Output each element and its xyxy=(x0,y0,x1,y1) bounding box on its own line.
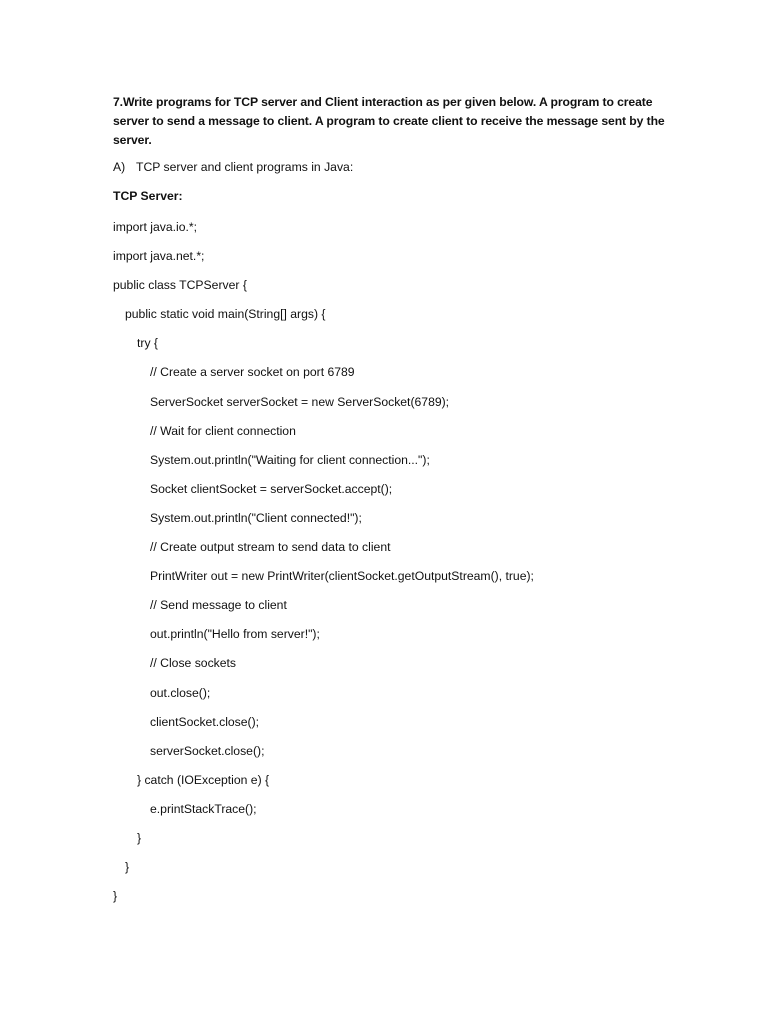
question-heading xyxy=(113,93,673,150)
code-line: out.close(); xyxy=(150,685,211,700)
question-text: 7.Write programs for TCP server and Client interaction as per given below. A program to create server to send a message to client. A program to create client to receive the message sent by the server. xyxy=(113,95,665,147)
code-line: out.println("Hello from server!"); xyxy=(150,627,320,642)
code-line: import java.net.*; xyxy=(113,249,205,264)
section-title: TCP Server: xyxy=(113,189,183,203)
code-line: } xyxy=(137,830,142,845)
code-line: import java.io.*; xyxy=(113,220,197,234)
code-line: // Close sockets xyxy=(150,656,237,671)
code-line: clientSocket.close(); xyxy=(150,714,260,729)
code-line: serverSocket.close(); xyxy=(150,743,265,758)
code-line: ServerSocket serverSocket = new ServerSocket(6789); xyxy=(150,394,450,409)
code-line: // Send message to client xyxy=(150,598,287,613)
code-line: public static void main(String[] args) { xyxy=(125,307,326,322)
code-line: // Wait for client connection xyxy=(150,423,296,438)
code-line: PrintWriter out = new PrintWriter(clientSocket.getOutputStream(), true); xyxy=(150,569,534,584)
code-line: try { xyxy=(137,336,158,351)
code-line: Socket clientSocket = serverSocket.accept(); xyxy=(150,481,393,496)
answer-intro xyxy=(113,160,353,174)
code-line: } catch (IOException e) { xyxy=(137,772,270,787)
code-line: System.out.println("Waiting for client connection..."); xyxy=(150,452,430,467)
code-line: e.printStackTrace(); xyxy=(150,801,257,816)
code-line: // Create a server socket on port 6789 xyxy=(150,365,355,380)
answer-marker: A) xyxy=(113,160,126,174)
code-line: } xyxy=(113,889,118,904)
code-line: public class TCPServer { xyxy=(113,278,247,293)
code-line: // Create output stream to send data to client xyxy=(150,540,391,555)
code-block xyxy=(113,218,534,916)
answer-intro-text: TCP server and client programs in Java: xyxy=(136,160,354,174)
code-line: System.out.println("Client connected!"); xyxy=(150,510,362,525)
code-line: } xyxy=(125,860,130,875)
